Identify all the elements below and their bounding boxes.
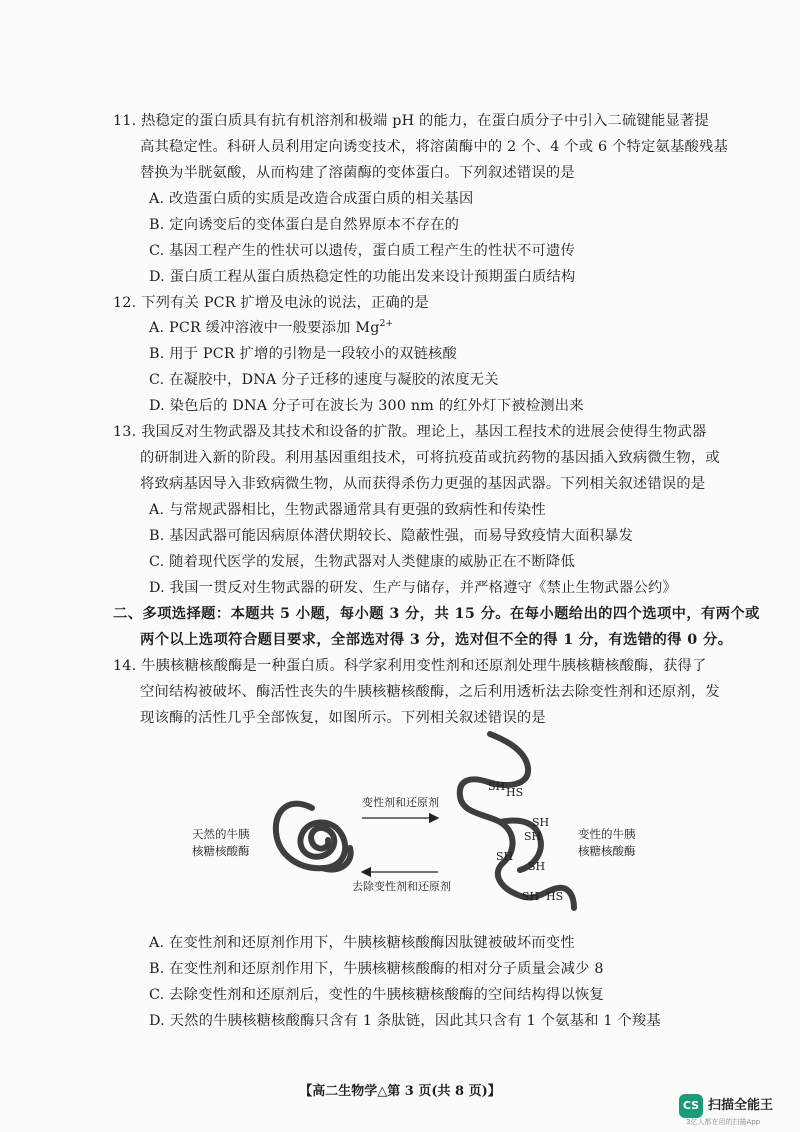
camscanner-tagline: 3亿人都在用的扫描App <box>686 1118 761 1126</box>
q14-option-a: A. 在变性剂和还原剂作用下，牛胰核糖核酸酶因肽键被破坏而变性 <box>149 935 575 951</box>
q13-stem-line-2: 的研制进入新的阶段。利用基因重组技术，可将抗疫苗或抗药物的基因插入致病微生物，或 <box>140 450 720 466</box>
q13-stem-line-1: 13. 我国反对生物武器及其技术和设备的扩散。理论上，基因工程技术的进展会使得生物武器 <box>113 424 707 440</box>
q12-option-a-text: A. PCR 缓冲溶液中一般要添加 Mg <box>149 320 380 336</box>
sh-label: SH <box>522 890 540 903</box>
q11-stem-line-1: 11. 热稳定的蛋白质具有抗有机溶剂和极端 pH 的能力，在蛋白质分子中引入二硫键能显著提 <box>113 113 709 129</box>
q13-option-b: B. 基因武器可能因病原体潜伏期较长、隐蔽性强，而易导致疫情大面积暴发 <box>149 528 634 544</box>
denatured-enzyme-label-line-2: 核糖核酸酶 <box>578 844 636 858</box>
sh-label: SH <box>524 830 542 843</box>
camscanner-logo-icon: CS <box>679 1094 703 1118</box>
q11-stem-line-3: 替换为半胱氨酸，从而构建了溶菌酶的变体蛋白。下列叙述错误的是 <box>140 165 575 181</box>
q14-option-c: C. 去除变性剂和还原剂后，变性的牛胰核糖核酸酶的空间结构得以恢复 <box>149 987 605 1003</box>
q13-option-d: D. 我国一贯反对生物武器的研发、生产与储存，并严格遵守《禁止生物武器公约》 <box>149 580 678 596</box>
hs-label: HS <box>506 786 524 799</box>
q14-stem-line-2: 空间结构被破坏、酶活性丧失的牛胰核糖核酸酶，之后利用透析法去除变性剂和还原剂，发 <box>140 684 720 700</box>
q14-stem-line-1: 14. 牛胰核糖核酸酶是一种蛋白质。科学家利用变性剂和还原剂处理牛胰核糖核酸酶，获得了 <box>113 658 707 674</box>
q14-option-d: D. 天然的牛胰核糖核酸酶只含有 1 条肽链，因此其只含有 1 个氨基和 1 个羧基 <box>149 1013 661 1029</box>
q12-option-b: B. 用于 PCR 扩增的引物是一段较小的双链核酸 <box>149 346 458 362</box>
page-footer: 【高二生物学△第 3 页(共 8 页)】 <box>299 1084 501 1099</box>
camscanner-name: 扫描全能王 <box>708 1098 774 1113</box>
native-enzyme-chain <box>276 804 351 870</box>
native-enzyme-label-line-1: 天然的牛胰 <box>192 827 250 841</box>
sh-label: SH <box>528 860 546 873</box>
q11-option-b: B. 定向诱变后的变体蛋白是自然界原本不存在的 <box>149 217 460 233</box>
q11-option-c: C. 基因工程产生的性状可以遗传，蛋白质工程产生的性状不可遗传 <box>149 243 576 259</box>
hs-label: HS <box>546 890 564 903</box>
q11-stem-line-2: 高其稳定性。科研人员利用定向诱变技术，将溶菌酶中的 2 个、4 个或 6 个特定氨基酸残基 <box>140 139 728 155</box>
section2-heading-line-2: 两个以上选项符合题目要求，全部选对得 3 分，选对但不全的得 1 分，有选错的得 0 分。 <box>140 632 733 648</box>
q13-option-a: A. 与常规武器相比，生物武器通常具有更强的致病性和传染性 <box>149 502 546 518</box>
q13-stem-line-3: 将致病基因导入非致病微生物，从而获得杀伤力更强的基因武器。下列相关叙述错误的是 <box>140 476 706 492</box>
denatured-enzyme-label <box>578 826 636 860</box>
native-enzyme-label-line-2: 核糖核酸酶 <box>192 844 250 858</box>
sh-label: SH <box>488 780 506 793</box>
section2-heading-line-1: 二、多项选择题：本题共 5 小题，每小题 3 分，共 15 分。在每小题给出的四个选项中，有两个或 <box>113 606 760 622</box>
q12-option-a-superscript: 2+ <box>379 319 394 329</box>
q14-stem-line-3: 现该酶的活性几乎全部恢复，如图所示。下列相关叙述错误的是 <box>140 710 546 726</box>
sh-label: SH <box>496 850 514 863</box>
native-enzyme-label <box>192 826 250 860</box>
arrow-label-renature: 去除变性剂和还原剂 <box>352 880 451 893</box>
sh-label: SH <box>532 816 550 829</box>
denatured-enzyme-label-line-1: 变性的牛胰 <box>578 827 636 841</box>
q14-option-b: B. 在变性剂和还原剂作用下，牛胰核糖核酸酶的相对分子质量会减少 8 <box>149 961 604 977</box>
q12-option-c: C. 在凝胶中，DNA 分子迁移的速度与凝胶的浓度无关 <box>149 372 499 388</box>
q12-stem: 12. 下列有关 PCR 扩增及电泳的说法，正确的是 <box>113 295 429 311</box>
q11-option-d: D. 蛋白质工程从蛋白质热稳定性的功能出发来设计预期蛋白质结构 <box>149 269 576 285</box>
arrow-label-denature: 变性剂和还原剂 <box>362 796 439 809</box>
q12-option-a <box>149 317 393 339</box>
q13-option-c: C. 随着现代医学的发展，生物武器对人类健康的威胁正在不断降低 <box>149 554 576 570</box>
q12-option-d: D. 染色后的 DNA 分子可在波长为 300 nm 的红外灯下被检测出来 <box>149 398 584 414</box>
ribonuclease-figure <box>190 722 650 932</box>
q11-option-a: A. 改造蛋白质的实质是改造合成蛋白质的相关基因 <box>149 191 474 207</box>
